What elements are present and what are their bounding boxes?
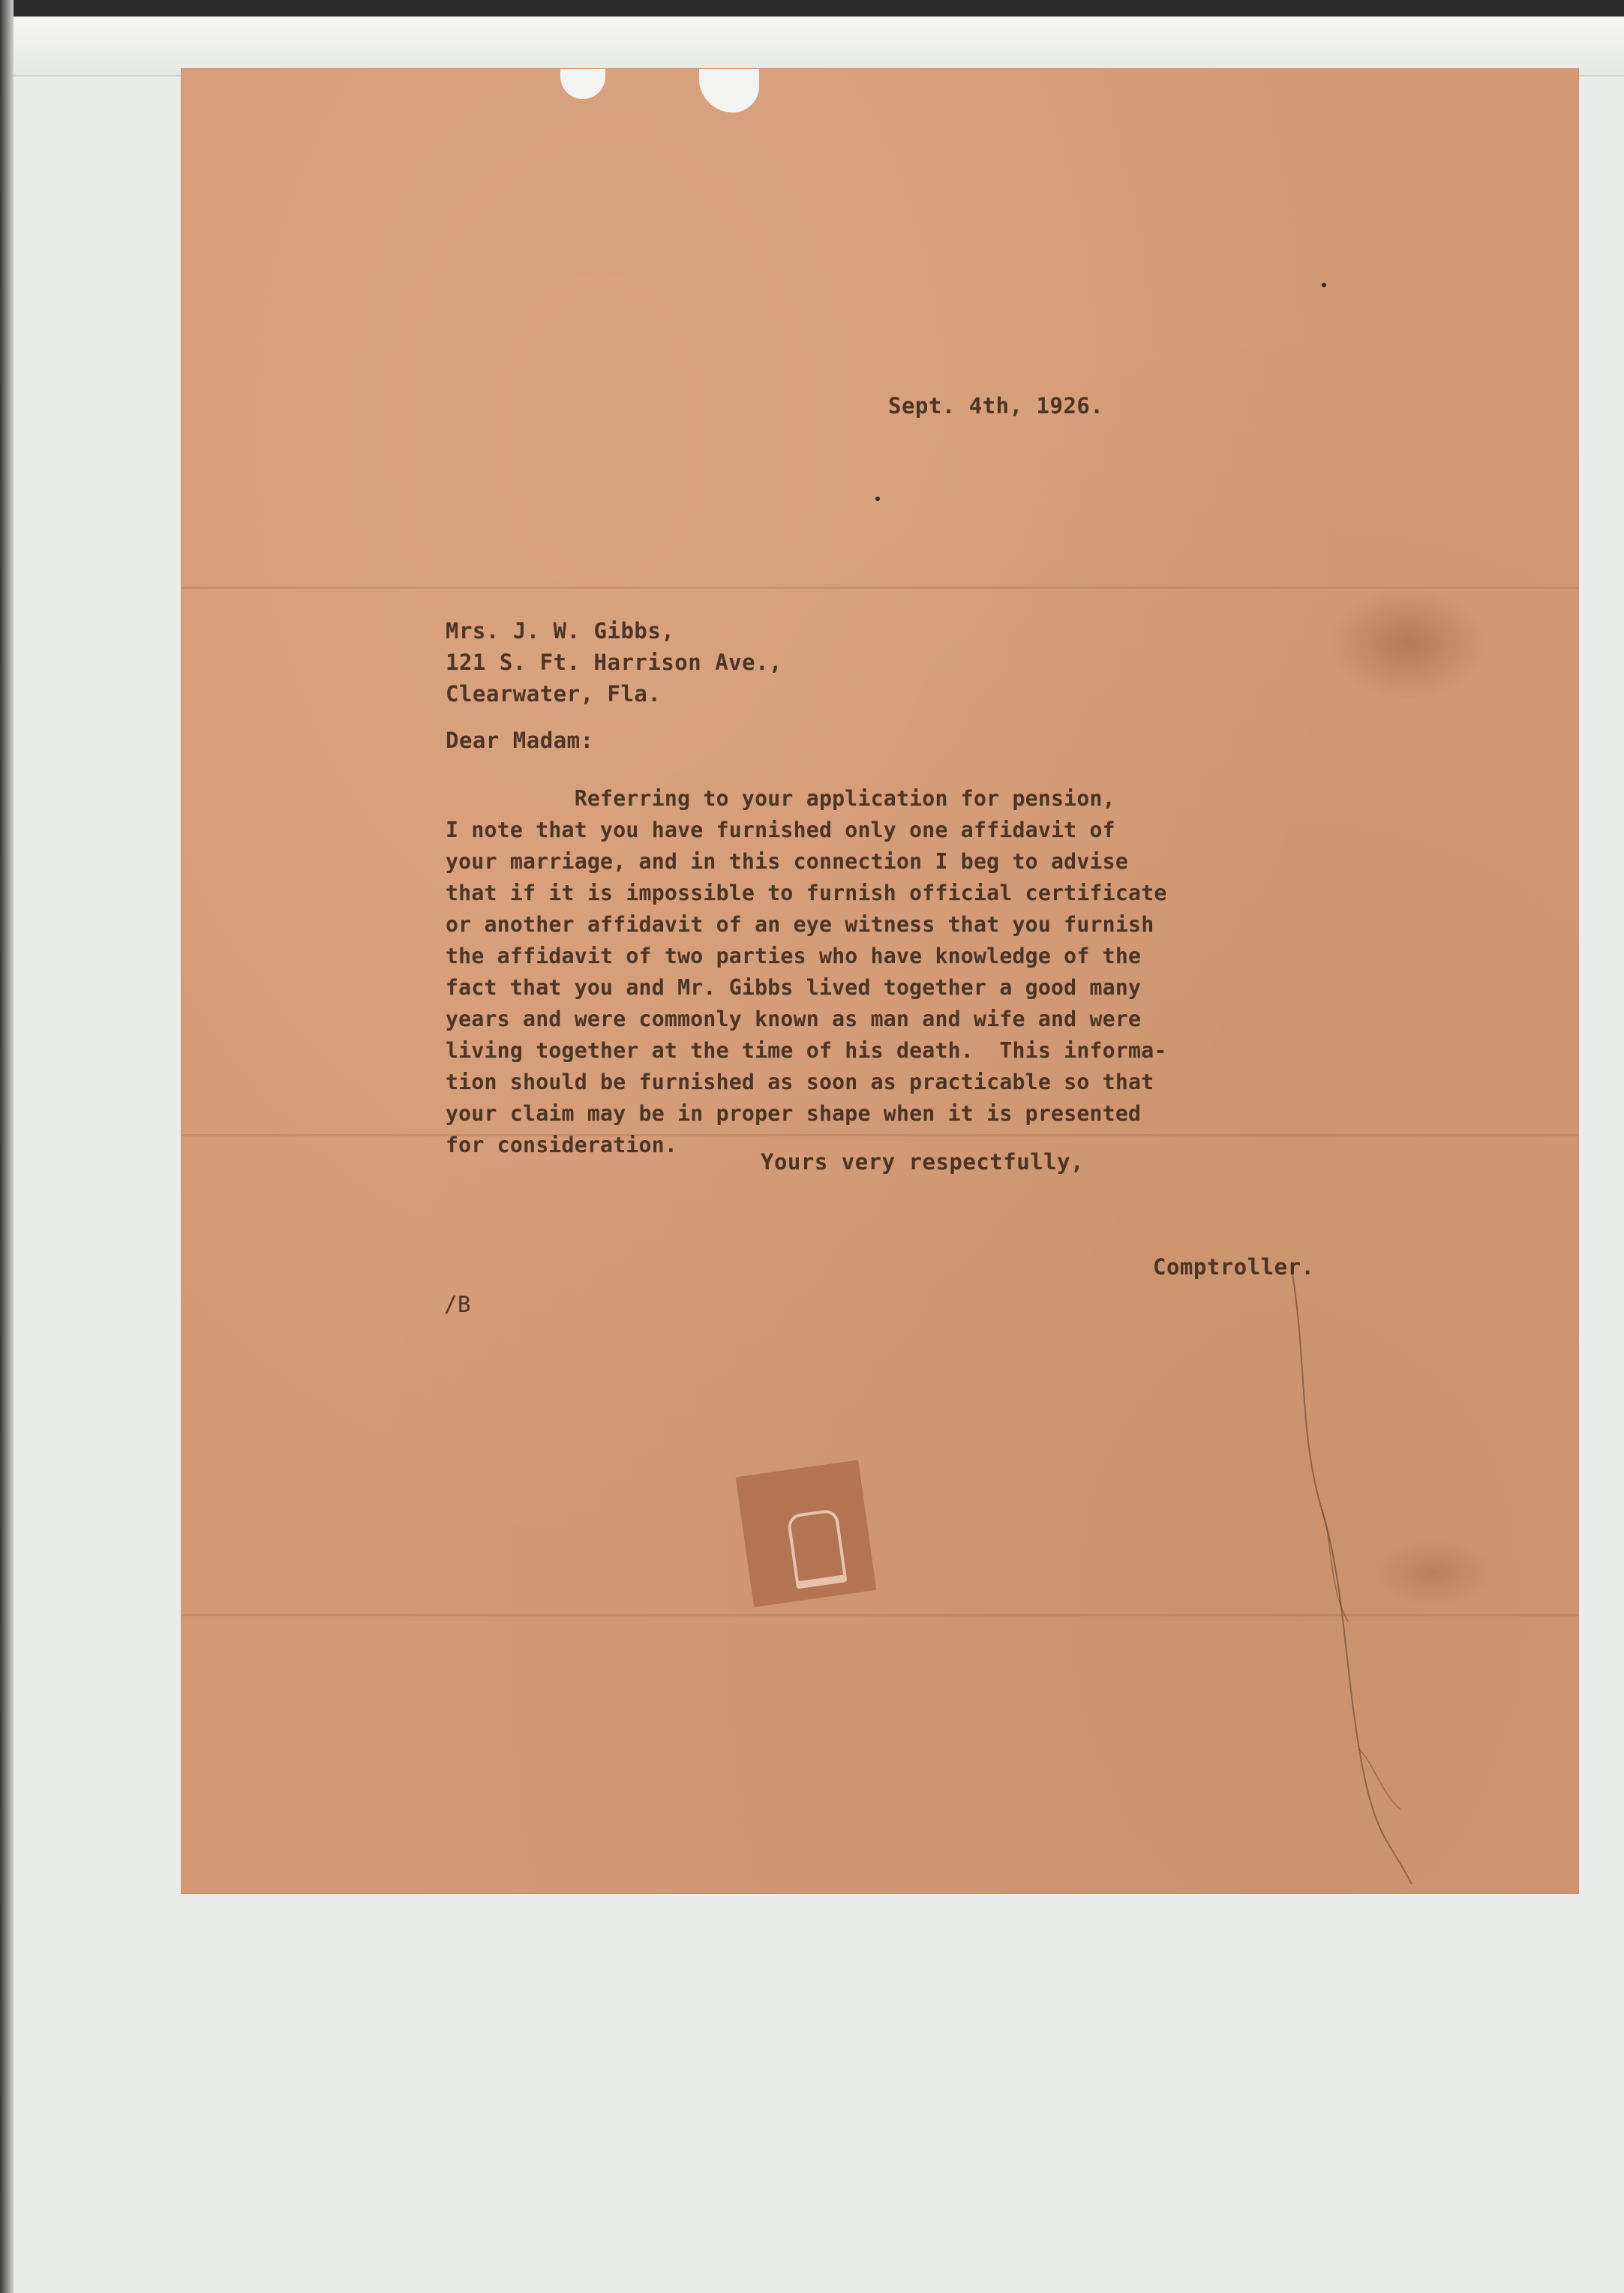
recipient-address [446, 615, 782, 710]
letter-sheet [182, 69, 1578, 1893]
recipient-line: 121 S. Ft. Harrison Ave., [446, 650, 782, 675]
typist-initials: /B [444, 1292, 471, 1317]
scan-left-border [0, 0, 14, 2293]
paper-tear [699, 69, 759, 113]
salutation: Dear Madam: [446, 728, 594, 753]
recipient-line: Clearwater, Fla. [446, 681, 662, 707]
tape-patch [736, 1460, 877, 1607]
recipient-line: Mrs. J. W. Gibbs, [446, 618, 675, 644]
signature-title: Comptroller. [1153, 1254, 1315, 1280]
tape-patch-mark [786, 1508, 847, 1589]
paper-stain [1329, 587, 1487, 699]
paper-fold-line [182, 587, 1578, 589]
scan-top-border [0, 0, 1624, 17]
letter-body: Referring to your application for pension, I note that you have furnished only one affidavit of your marriage, and in this connection I beg to advise that if it is impossible to furnish official certificate or another affidavit of an eye witness that you furnish the affidavit of two parties who have knowledge of the fact that you and Mr. Gibbs lived together a good many years and were commonly known as man and wife and were living together at the time of his death. This informa- tion should be furnished as soon as practicable so that your claim may be in proper shape when it is presented for consideration. [446, 786, 1167, 1157]
letter-date: Sept. 4th, 1926. [888, 393, 1104, 419]
paper-crack [1262, 1269, 1449, 1884]
ink-speck [1322, 283, 1326, 287]
ink-speck [875, 497, 880, 501]
complimentary-close: Yours very respectfully, [761, 1149, 1085, 1175]
scanner-strip [14, 17, 1624, 77]
paper-tear [560, 69, 605, 99]
